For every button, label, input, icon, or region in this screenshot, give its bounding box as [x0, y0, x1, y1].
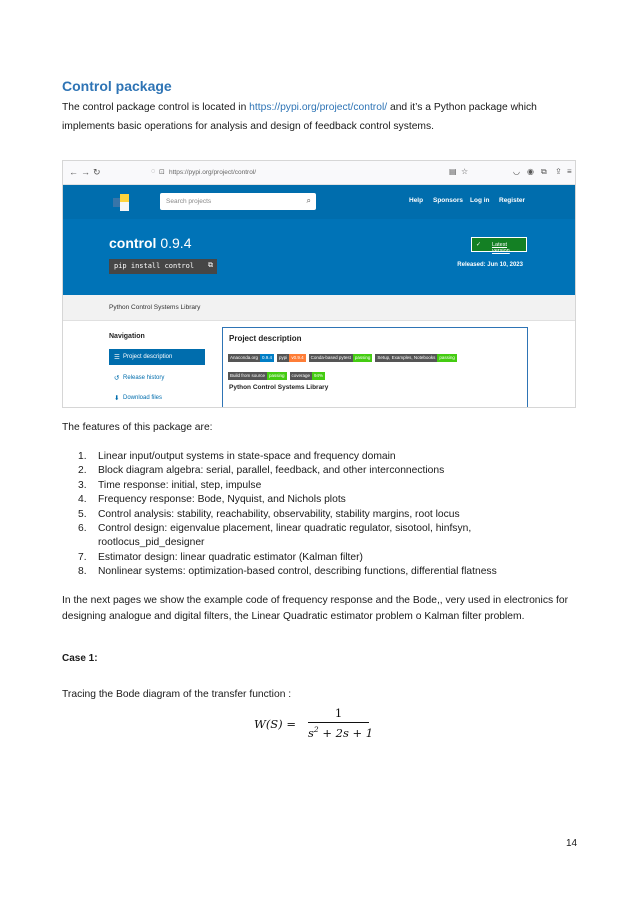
project-description-subtitle: Python Control Systems Library	[229, 384, 329, 391]
formula-denominator	[308, 723, 374, 740]
sidebar-item-release-history	[109, 370, 205, 386]
explanation-paragraph: In the next pages we show the example code of frequency response and the Bode,, very used in electronics for designing analogue and digital filters, the Linear Quadratic estimator problem o Kalman filter problem.	[62, 595, 568, 622]
list-number: 4.	[78, 494, 87, 506]
pypi-link[interactable]: https://pypi.org/project/control/	[249, 102, 388, 113]
sidebar-title: Navigation	[109, 333, 145, 340]
badge-value: 94%	[314, 373, 324, 378]
list-item-text: Linear input/output systems in state-space and frequency domain	[98, 451, 396, 462]
latest-version-label: Latest version	[492, 242, 510, 254]
list-number: 2.	[78, 465, 87, 477]
logo-cube-white	[120, 202, 129, 211]
list-number: 5.	[78, 508, 87, 520]
package-banner	[63, 219, 575, 295]
features-list	[78, 450, 578, 580]
search-icon: ⌕	[306, 196, 311, 205]
badge-conda-pytest	[309, 354, 373, 362]
list-item-text: Control design: eigenvalue placement, linear quadratic regulator, sisotool, hinfsyn, rootlocus_pid_designer	[98, 523, 472, 549]
nav-login: Log in	[470, 197, 490, 204]
check-icon: ✓	[476, 242, 482, 248]
lock-icon: ⊡	[159, 169, 165, 176]
list-item-text: Estimator design: linear quadratic estimator (Kalman filter)	[98, 551, 363, 563]
badge-key: coverage	[291, 373, 311, 378]
list-item	[78, 464, 578, 478]
list-item	[78, 493, 578, 507]
sidebar-item-download-files	[109, 390, 205, 406]
package-summary-bar	[63, 295, 575, 321]
badge-setup-examples	[375, 354, 457, 362]
account-icon: ◉	[527, 167, 534, 176]
formula-numerator: 1	[334, 706, 343, 720]
list-item-text: Nonlinear systems: optimization-based control, describing functions, differential flatness	[98, 566, 497, 578]
badge-key: Conda-based pytest	[310, 355, 351, 360]
project-description-title: Project description	[229, 334, 302, 343]
section-title: Control package	[62, 78, 172, 94]
badge-key: pypi	[279, 355, 288, 360]
extensions-icon: ⧉	[541, 167, 547, 176]
package-version: 0.9.4	[160, 235, 192, 251]
tracing-sentence: Tracing the Bode diagram of the transfer function :	[62, 689, 292, 700]
search-placeholder: Search projects	[166, 198, 212, 205]
address-url: https://pypi.org/project/control/	[169, 169, 257, 176]
sidebar-item-label: Release history	[123, 375, 165, 381]
page-number: 14	[566, 838, 578, 849]
list-number: 6.	[78, 523, 87, 535]
history-icon: ↺	[114, 375, 120, 382]
intro-text-post: and it’s a Python package which implements basic operations for analysis and design of feedback control systems.	[62, 102, 537, 132]
badge-value: passing	[269, 373, 285, 378]
badge-value: v0.9.4	[291, 355, 304, 360]
release-date: Released: Jun 10, 2023	[457, 262, 523, 268]
package-summary: Python Control Systems Library	[109, 304, 201, 311]
sidebar-item-label: Download files	[123, 395, 163, 401]
back-arrow-icon: ←	[69, 167, 78, 177]
list-number: 7.	[78, 551, 87, 563]
intro-paragraph	[62, 98, 582, 136]
search-input	[160, 193, 316, 210]
sidebar-item-project-description	[109, 349, 205, 365]
list-item	[78, 565, 578, 579]
formula-lhs: W(S) =	[254, 717, 296, 731]
package-name: control	[109, 235, 157, 251]
list-number: 3.	[78, 479, 87, 491]
badge-key: Setup, Examples, Notebooks	[377, 355, 436, 360]
bookmark-star-icon: ☆	[461, 167, 469, 176]
latest-version-badge	[471, 237, 527, 252]
case-heading: Case 1:	[62, 653, 98, 664]
nav-help: Help	[409, 197, 424, 204]
list-number: 1.	[78, 451, 87, 462]
list-item	[78, 522, 578, 551]
browser-toolbar	[63, 161, 575, 185]
address-bar	[145, 165, 425, 180]
nav-sponsors: Sponsors	[433, 197, 463, 204]
package-title	[109, 235, 191, 251]
badge-build-from-source	[228, 372, 287, 380]
list-item-text: Time response: initial, step, impulse	[98, 479, 262, 491]
badge-value: passing	[354, 355, 371, 360]
features-intro: The features of this package are:	[62, 422, 213, 433]
badge-key: Build from source	[230, 373, 266, 378]
pocket-icon: ◡	[513, 167, 520, 176]
reload-icon: ↻	[93, 167, 101, 177]
badge-key: Anaconda.org	[230, 355, 259, 360]
formula-fraction	[308, 706, 374, 740]
pypi-screenshot	[62, 160, 576, 408]
shield-icon: ◌	[151, 168, 156, 175]
badge-pypi	[277, 354, 306, 362]
pypi-logo-icon	[111, 192, 131, 212]
badge-coverage	[290, 372, 326, 380]
sidebar-item-label: Project description	[123, 354, 173, 360]
intro-text-pre: The control package control is located in	[62, 102, 250, 113]
badge-anaconda	[228, 354, 274, 362]
badge-value: passing	[439, 355, 455, 360]
menu-icon: ≡	[567, 167, 572, 176]
pypi-header	[63, 185, 575, 219]
den-variable: s	[308, 725, 314, 740]
list-icon: ☰	[114, 354, 120, 361]
badge-value: 0.9.4	[262, 355, 273, 360]
list-item	[78, 508, 578, 522]
list-item	[78, 551, 578, 565]
list-number: 8.	[78, 566, 87, 578]
den-exponent: 2	[313, 725, 319, 734]
pip-command-box	[109, 259, 217, 274]
copy-icon: ⧉	[208, 261, 213, 269]
den-rest: + 2s + 1	[318, 725, 374, 740]
forward-arrow-icon: →	[81, 167, 90, 177]
list-item	[78, 450, 578, 464]
reader-icon: ▤	[449, 167, 457, 176]
nav-register: Register	[499, 197, 526, 204]
pip-command: pip install control	[114, 262, 195, 270]
project-description-box	[222, 327, 528, 408]
share-icon: ⇪	[555, 167, 562, 176]
list-item	[78, 479, 578, 493]
list-item-text: Frequency response: Bode, Nyquist, and Nichols plots	[98, 494, 346, 506]
list-item-text: Block diagram algebra: serial, parallel, feedback, and other interconnections	[98, 465, 445, 477]
download-icon: ⬇	[114, 395, 120, 402]
list-item-text: Control analysis: stability, reachability, observability, stability margins, root locus	[98, 508, 460, 520]
